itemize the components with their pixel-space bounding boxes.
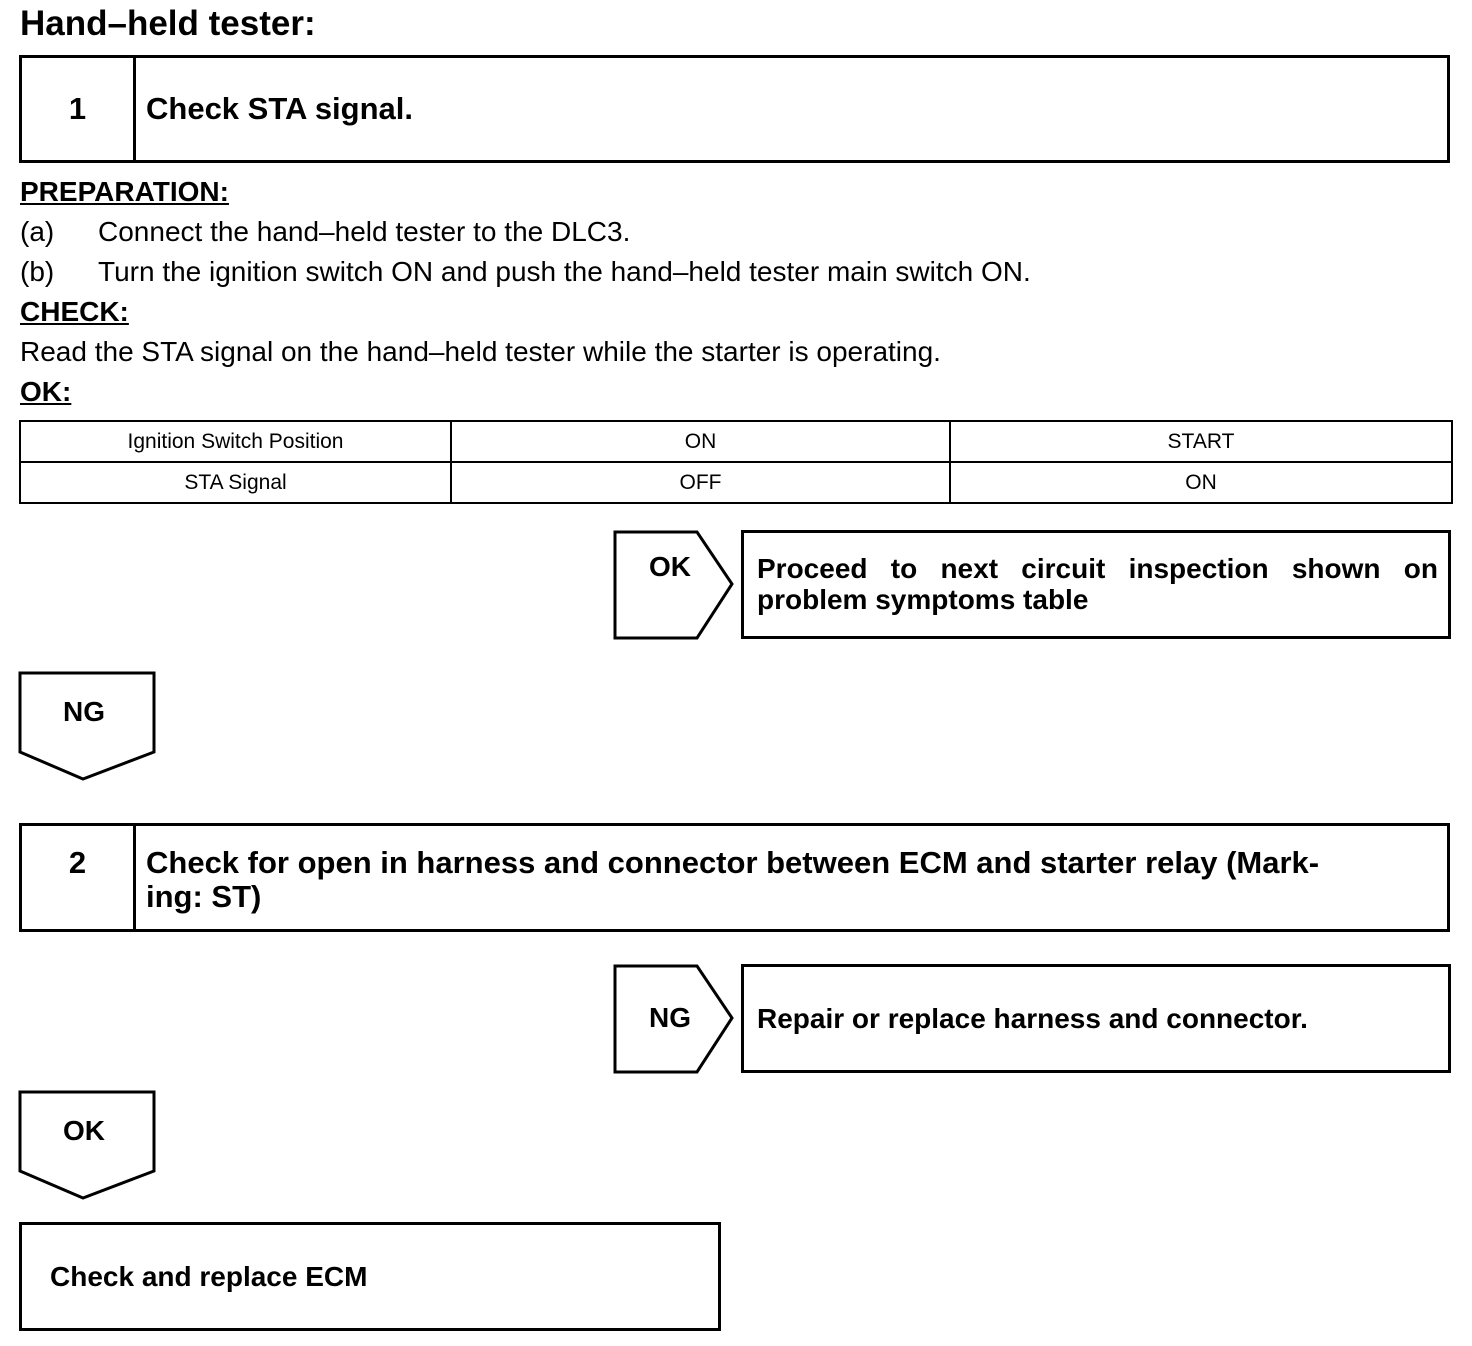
step-2-number: 2 (22, 826, 136, 929)
preparation-item-b: Turn the ignition switch ON and push the hand–held tester main switch ON. (98, 256, 1031, 287)
check-text: Read the STA signal on the hand–held tester while the starter is operating. (20, 336, 941, 367)
repair-harness-text: Repair or replace harness and connector. (757, 1003, 1308, 1034)
check-heading: CHECK: (20, 296, 129, 327)
step-1-number: 1 (22, 58, 136, 160)
proceed-next-inspection-line-1: Proceed to next circuit inspection shown on (757, 553, 1438, 584)
repair-harness-box (741, 964, 1451, 1073)
table-row (20, 421, 1452, 462)
step-2-text-line-2: ing: ST) (146, 879, 262, 914)
replace-ecm-text: Check and replace ECM (50, 1261, 368, 1292)
table-cell: ON (950, 462, 1452, 503)
preparation-marker-a: (a) (20, 216, 55, 247)
step-1-text: Check STA signal. (146, 91, 414, 126)
step-2-text-line-1: Check for open in harness and connector between ECM and starter relay (Mark- (146, 845, 1320, 880)
table-row (20, 462, 1452, 503)
step-1-box (19, 55, 1450, 163)
page-title: Hand–held tester: (20, 4, 316, 43)
table-cell: STA Signal (20, 462, 451, 503)
proceed-next-inspection-line-2: problem symptoms table (757, 584, 1089, 615)
preparation-heading: PREPARATION: (20, 176, 229, 207)
preparation-item-a: Connect the hand–held tester to the DLC3. (98, 216, 631, 247)
proceed-next-inspection-box (741, 530, 1451, 639)
ok-down-arrow-label: OK (63, 1115, 105, 1146)
ok-spec-table (19, 420, 1453, 504)
ok-heading: OK: (20, 376, 72, 407)
preparation-marker-b: (b) (20, 256, 55, 287)
ng-down-arrow-label: NG (63, 696, 105, 727)
ok-right-arrow-label: OK (649, 551, 691, 582)
ng-right-arrow-label: NG (649, 1002, 691, 1033)
ok-right-arrow-icon (612, 529, 742, 641)
table-cell: Ignition Switch Position (20, 421, 451, 462)
table-cell: START (950, 421, 1452, 462)
step-2-box (19, 823, 1450, 932)
replace-ecm-box (19, 1222, 721, 1331)
table-cell: ON (451, 421, 950, 462)
table-cell: OFF (451, 462, 950, 503)
